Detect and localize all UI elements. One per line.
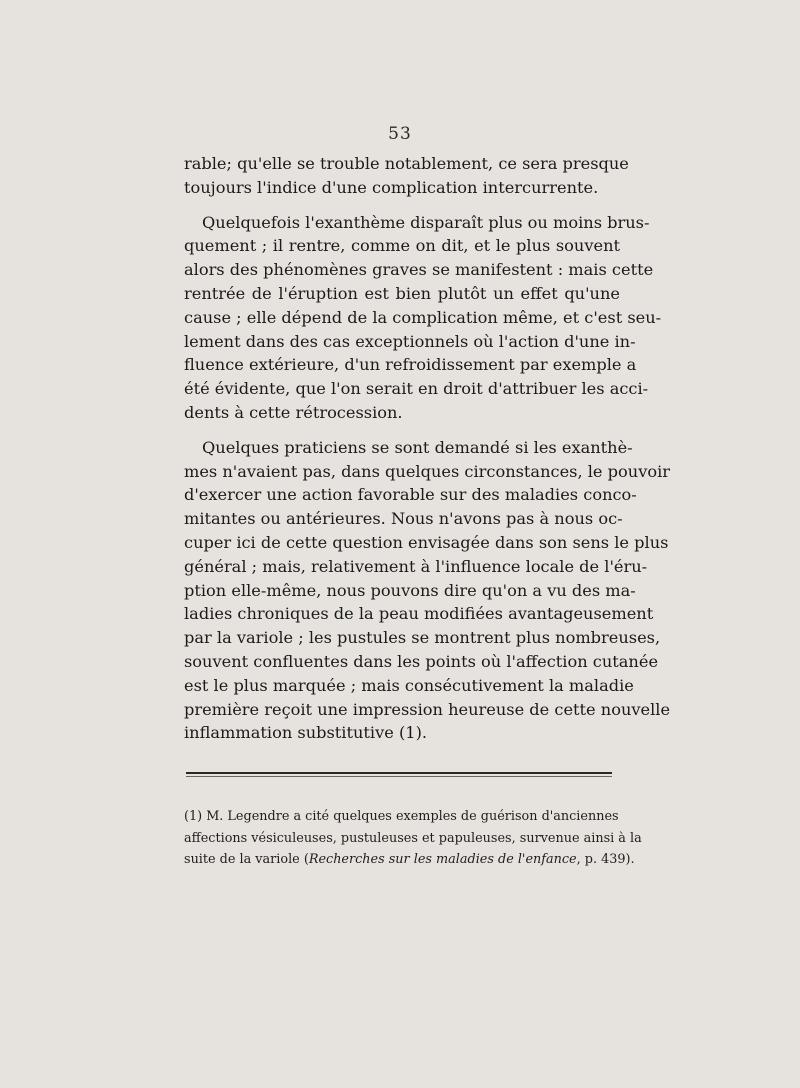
text-line: d'exercer une action favorable sur des maladies conco- bbox=[184, 485, 637, 505]
text-line: fluence extérieure, d'un refroidissement par exemple a bbox=[184, 355, 637, 375]
page-number: 53 bbox=[388, 124, 412, 144]
footnote-line-3 bbox=[184, 849, 635, 871]
text-line: mes n'avaient pas, dans quelques circonstances, le pouvoir bbox=[184, 461, 670, 481]
text-line: cuper ici de cette question envisagée dans son sens le plus bbox=[184, 532, 669, 552]
footnote-text: , p. 439). bbox=[576, 852, 635, 867]
text-line: ladies chroniques de la peau modifiées avantageusement bbox=[184, 604, 654, 624]
text-line: alors des phénomènes graves se manifestent : mais cette bbox=[184, 260, 654, 280]
text-line: Quelques praticiens se sont demandé si les exanthè- bbox=[202, 437, 633, 457]
footnote-separator-rule bbox=[186, 772, 612, 774]
text-line: rentrée de l'éruption est bien plutôt un effet qu'une bbox=[184, 283, 620, 303]
paragraph-1 bbox=[184, 152, 629, 200]
footnote-citation-title: Recherches sur les maladies de l'enfance bbox=[308, 852, 577, 867]
text-line: général ; mais, relativement à l'influence locale de l'éru- bbox=[184, 556, 648, 576]
text-line: souvent confluentes dans les points où l'affection cutanée bbox=[184, 651, 659, 671]
text-line: dents à cette rétrocession. bbox=[184, 402, 403, 422]
paragraph-2 bbox=[184, 211, 662, 425]
text-line: mitantes ou antérieures. Nous n'avons pas à nous oc- bbox=[184, 509, 623, 529]
text-line: par la variole ; les pustules se montrent plus nombreuses, bbox=[184, 628, 661, 648]
footnote-separator-rule-thin bbox=[186, 776, 612, 777]
text-line: première reçoit une impression heureuse de cette nouvelle bbox=[184, 699, 671, 719]
text-line: lement dans des cas exceptionnels où l'action d'une in- bbox=[184, 331, 636, 351]
paragraph-3 bbox=[184, 436, 671, 745]
text-line: toujours l'indice d'une complication intercurrente. bbox=[184, 177, 599, 197]
text-line: cause ; elle dépend de la complication même, et c'est seu- bbox=[184, 307, 662, 327]
footnote-text: suite de la variole ( bbox=[184, 852, 309, 867]
text-line: est le plus marquée ; mais consécutivement la maladie bbox=[184, 675, 634, 695]
text-line: Quelquefois l'exanthème disparaît plus ou moins brus- bbox=[202, 212, 650, 232]
footnote bbox=[184, 806, 642, 871]
text-line: quement ; il rentre, comme on dit, et le plus souvent bbox=[184, 236, 620, 256]
footnote-line: affections vésiculeuses, pustuleuses et papuleuses, survenue ainsi à la bbox=[184, 830, 642, 846]
footnote-line: (1) M. Legendre a cité quelques exemples de guérison d'anciennes bbox=[184, 809, 619, 824]
page-body bbox=[184, 152, 671, 745]
text-line: ption elle-même, nous pouvons dire qu'on a vu des ma- bbox=[184, 580, 636, 600]
text-line: rable; qu'elle se trouble notablement, ce sera presque bbox=[184, 154, 629, 173]
text-line: inflammation substitutive (1). bbox=[184, 723, 428, 743]
text-line: été évidente, que l'on serait en droit d'attribuer les acci- bbox=[184, 379, 649, 399]
